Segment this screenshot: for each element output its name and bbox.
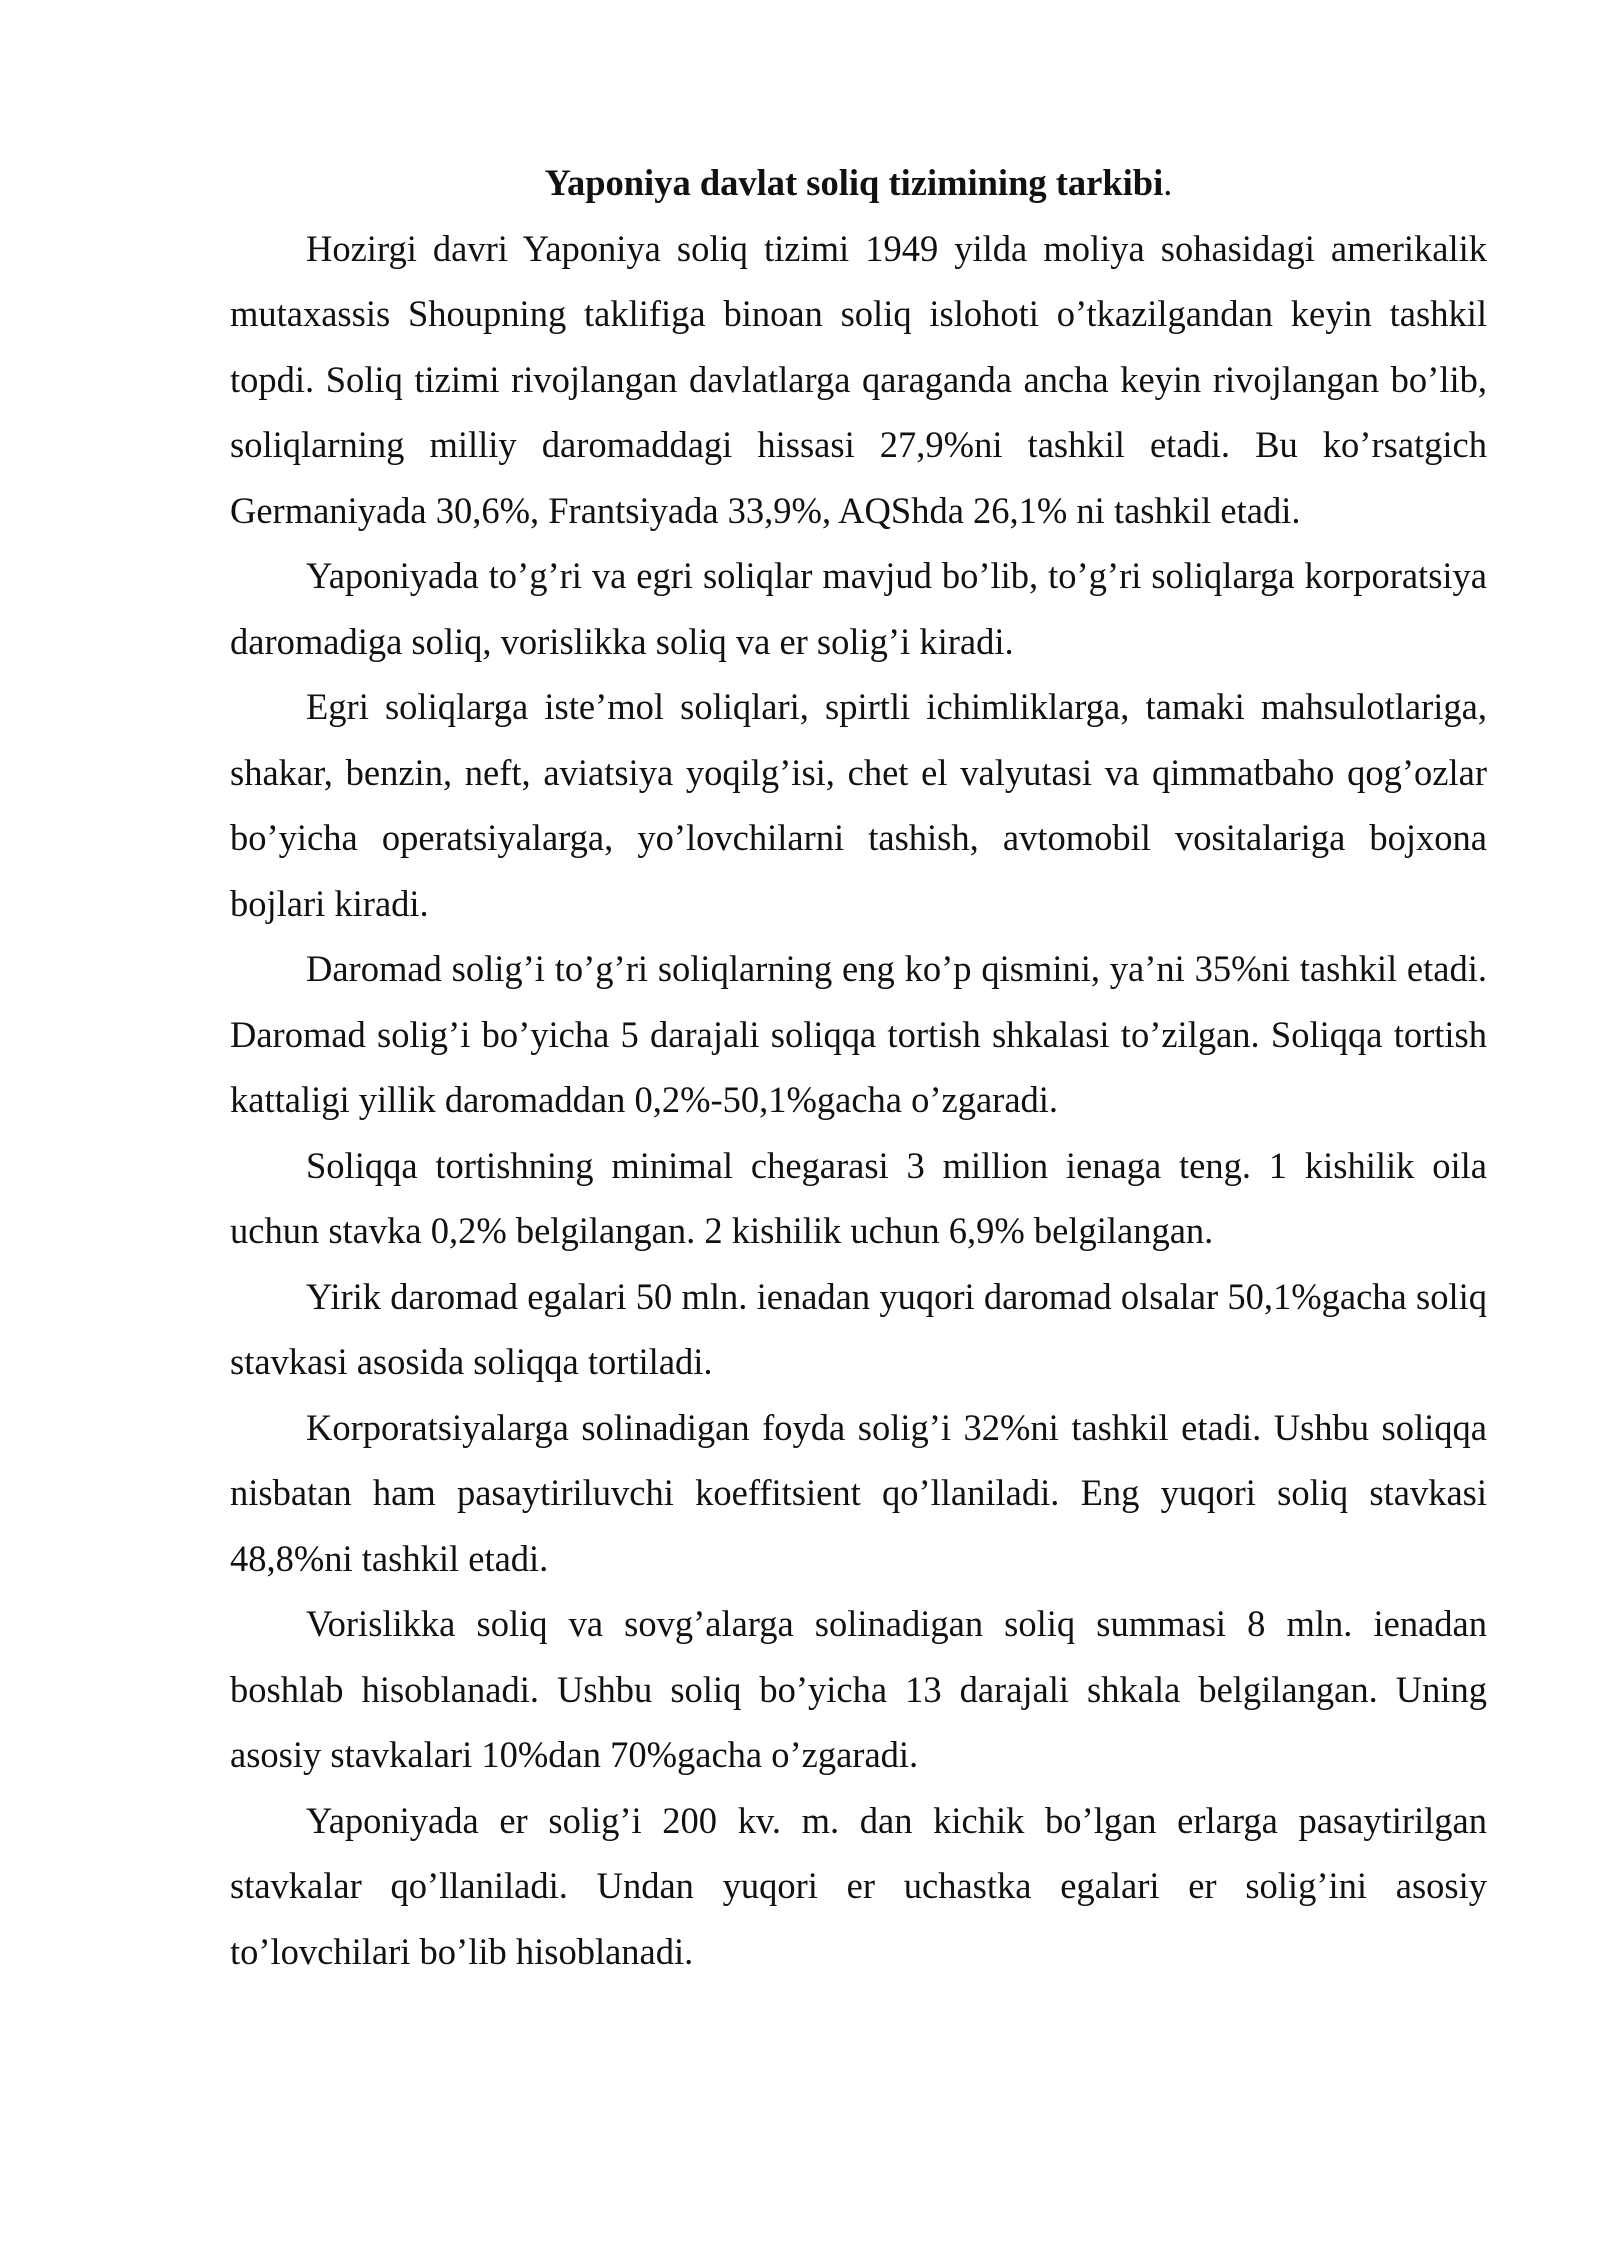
paragraph-7: Korporatsiyalarga solinadigan foyda solig’i 32%ni tashkil etadi. Ushbu soliqqa nisbatan ham pasaytiriluvchi koeffitsient qo’llaniladi. Eng yuqori soliq stavkasi 48,8%ni tashkil etadi.: [230, 1406, 1487, 1579]
paragraph-5: Soliqqa tortishning minimal chegarasi 3 million ienaga teng. 1 kishilik oila uchun stavka 0,2% belgilangan. 2 kishilik uchun 6,9% belgilangan.: [230, 1144, 1487, 1251]
paragraph-4: Daromad solig’i to’g’ri soliqlarning eng ko’p qismini, ya’ni 35%ni tashkil etadi. Daromad solig’i bo’yicha 5 darajali soliqqa tortish shkalasi to’zilgan. Soliqqa tortish kattaligi yillik daromaddan 0,2%-50,1%gacha o’zgaradi.: [230, 948, 1487, 1120]
paragraph-8: Vorislikka soliq va sovg’alarga solinadigan soliq summasi 8 mln. ienadan boshlab hisoblanadi. Ushbu soliq bo’yicha 13 darajali shkala belgilangan. Uning asosiy stavkalari 10%dan 70%gacha o’zgaradi.: [230, 1603, 1487, 1775]
paragraph-9: Yaponiyada er solig’i 200 kv. m. dan kichik bo’lgan erlarga pasaytirilgan stavkalar qo’llaniladi. Undan yuqori er uchastka egalari er solig’ini asosiy to’lovchilari bo’lib hisoblanadi.: [230, 1799, 1487, 1972]
document-title-punct: .: [1163, 162, 1173, 203]
paragraph-2: Yaponiyada to’g’ri va egri soliqlar mavjud bo’lib, to’g’ri soliqlarga korporatsiya daromadiga soliq, vorislikka soliq va er solig’i kiradi.: [230, 555, 1487, 662]
document-title-text: Yaponiya davlat soliq tizimining tarkibi: [544, 162, 1164, 203]
document-body: [230, 150, 1487, 1984]
paragraph-1: Hozirgi davri Yaponiya soliq tizimi 1949 yilda moliya sohasidagi amerikalik mutaxassis Shoupning taklifiga binoan soliq islohoti o’tkazilgandan keyin tashkil topdi. Soliq tizimi rivojlangan davlatlarga qaraganda ancha keyin rivojlangan bo’lib, soliqlarning milliy daromaddagi hissasi 27,9%ni tashkil etadi. Bu ko’rsatgich Germaniyada 30,6%, Frantsiyada 33,9%, AQShda 26,1% ni tashkil etadi.: [230, 227, 1487, 531]
paragraph-3: Egri soliqlarga iste’mol soliqlari, spirtli ichimliklarga, tamaki mahsulotlariga, shakar, benzin, neft, aviatsiya yoqilg’isi, chet el valyutasi va qimmatbaho qog’ozlar bo’yicha operatsiyalarga, yo’lovchilarni tashish, avtomobil vositalariga bojxona bojlari kiradi.: [230, 686, 1487, 924]
document-title: [230, 150, 1487, 216]
paragraph-6: Yirik daromad egalari 50 mln. ienadan yuqori daromad olsalar 50,1%gacha soliq stavkasi asosida soliqqa tortiladi.: [230, 1275, 1487, 1382]
